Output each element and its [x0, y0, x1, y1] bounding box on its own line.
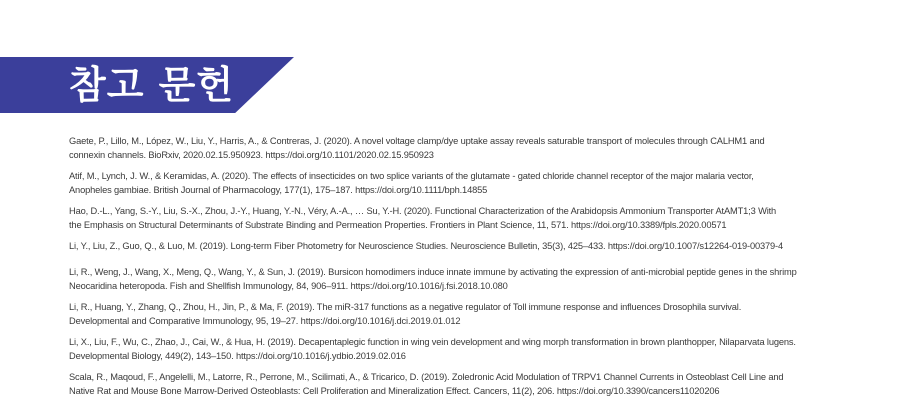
reference-item: Gaete, P., Lillo, M., López, W., Liu, Y., Harris, A., & Contreras, J. (2020). A novel voltage clamp/dye uptake assay reveals saturable transport of molecules through CALHM1 and connexin channels. BioRxiv, 2020.02.15.950923. https://doi.org/10.1101/2020.02.15.950923 — [69, 136, 765, 160]
reference-item: Scala, R., Maqoud, F., Angelelli, M., Latorre, R., Perrone, M., Scilimati, A., & Tricarico, D. (2019). Zoledronic Acid Modulation of TRPV1 Channel Currents in Osteoblast Cell Line and Native Rat and Mouse Bone Marrow-Derived Osteoblasts: Cell Proliferation and Mineralization Effect. Cancers, 11(2), 206. https://doi.org/10.3390/cancers11020206 — [69, 372, 784, 396]
reference-item: Hao, D.-L., Yang, S.-Y., Liu, S.-X., Zhou, J.-Y., Huang, Y.-N., Véry, A.-A., … Su, Y.-H. (2020). Functional Characterization of the Arabidopsis Ammonium Transporter AtAMT1;3 With the Emphasis on Structural Determinants of Substrate Binding and Permeation Properties. Frontiers in Plant Science, 11, 571. https://doi.org/10.3389/fpls.2020.00571 — [69, 206, 777, 230]
reference-item: Li, R., Huang, Y., Zhang, Q., Zhou, H., Jin, P., & Ma, F. (2019). The miR-317 functions as a negative regulator of Toll immune response and influences Drosophila survival. Developmental and Comparative Immunology, 95, 19–27. https://doi.org/10.1016/j.dci.2019.01.012 — [69, 302, 742, 326]
reference-item: Li, X., Liu, F., Wu, C., Zhao, J., Cai, W., & Hua, H. (2019). Decapentaplegic function in wing vein development and wing morph transformation in brown planthopper, Nilaparvata lugens. Developmental Biology, 449(2), 143–150. https://doi.org/10.1016/j.ydbio.2019.02.016 — [69, 337, 796, 361]
reference-item: Atif, M., Lynch, J. W., & Keramidas, A. (2020). The effects of insecticides on two splice variants of the glutamate - gated chloride channel receptor of the major malaria vector, Anopheles gambiae. British Journal of Pharmacology, 177(1), 175–187. https://doi.org/10.1111/bph.14855 — [69, 171, 754, 195]
page-title: 참고 문헌 — [69, 63, 235, 107]
reference-list — [69, 134, 884, 405]
reference-item: Li, R., Weng, J., Wang, X., Meng, Q., Wang, Y., & Sun, J. (2019). Bursicon homodimers induce innate immune by activating the expression of anti-microbial peptide genes in the shrimp Neocaridina heteropoda. Fish and Shellfish Immunology, 84, 906–911. https://doi.org/10.1016/j.fsi.2018.10.080 — [69, 267, 797, 291]
reference-item: Li, Y., Liu, Z., Guo, Q., & Luo, M. (2019). Long-term Fiber Photometry for Neuroscience Studies. Neuroscience Bulletin, 35(3), 425–433. https://doi.org/10.1007/s12264-019-00379-4 — [69, 241, 784, 251]
